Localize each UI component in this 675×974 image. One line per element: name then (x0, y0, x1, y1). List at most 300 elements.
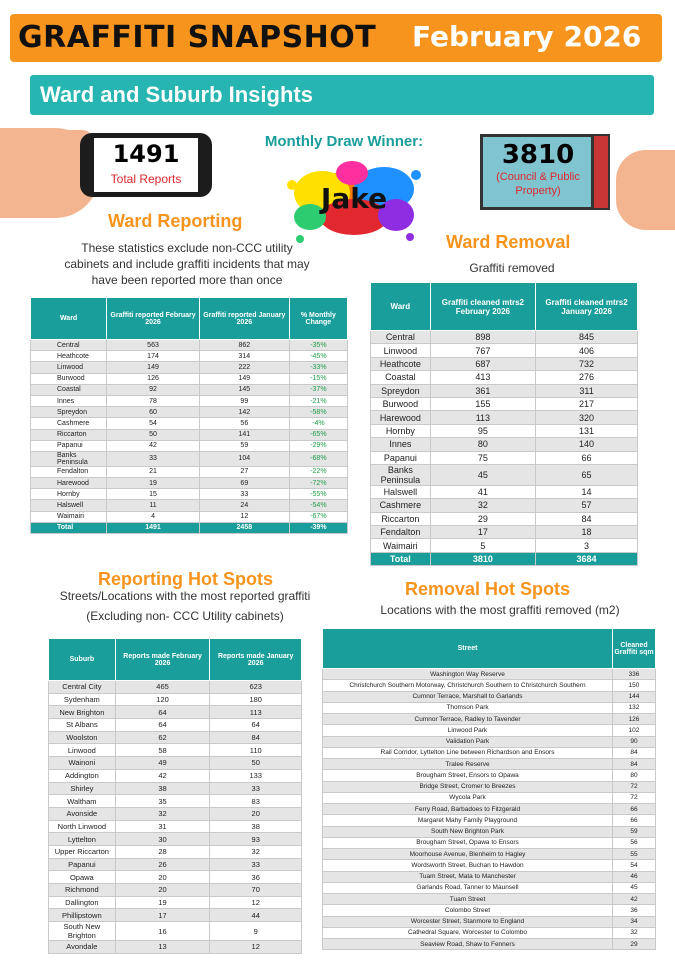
table-cell: 898 (430, 331, 535, 344)
table-cell: -4% (289, 418, 347, 429)
table-row (323, 905, 656, 916)
table-cell: -33% (289, 362, 347, 373)
table-cell: 38 (115, 782, 210, 795)
table-cell: 563 (107, 340, 200, 351)
table-cell: Cumnor Terrace, Marshall to Garlands (323, 691, 613, 702)
table-cell: -58% (289, 407, 347, 418)
table-cell: 102 (613, 725, 656, 736)
table-row (31, 395, 348, 406)
removal-hotspots-table (322, 628, 656, 950)
table-cell: 17 (430, 526, 535, 539)
table-cell: 104 (199, 451, 289, 466)
table-row (371, 397, 638, 410)
table-cell: Heathcote (371, 357, 431, 370)
table-cell: 222 (199, 362, 289, 373)
table-cell: 70 (210, 884, 302, 897)
table-cell: Cathedral Square, Worcester to Colombo (323, 927, 613, 938)
table-cell: 133 (210, 769, 302, 782)
table-row (49, 731, 302, 744)
table-cell: 149 (199, 373, 289, 384)
table-row (323, 736, 656, 747)
table-row (49, 833, 302, 846)
table-cell: 64 (115, 706, 210, 719)
table-cell: 30 (115, 833, 210, 846)
table-row (323, 747, 656, 758)
table-row (323, 860, 656, 871)
table-cell: 131 (536, 424, 638, 437)
table-cell: 320 (536, 411, 638, 424)
table-cell: 32 (115, 807, 210, 820)
table-row (49, 769, 302, 782)
table-row (323, 837, 656, 848)
table-cell: 623 (210, 681, 302, 694)
table-row (323, 781, 656, 792)
table-cell: Cashmere (31, 418, 107, 429)
table-total-row (371, 552, 638, 565)
table-cell: 64 (210, 719, 302, 732)
table-cell: 3 (536, 539, 638, 552)
table-cell: 142 (199, 407, 289, 418)
table-cell: Tralee Reserve (323, 759, 613, 770)
page-date: February 2026 (412, 20, 642, 53)
table-cell: 9 (210, 922, 302, 941)
table-cell: Halswell (31, 500, 107, 511)
table-cell: 126 (613, 714, 656, 725)
reporting-hotspots-note1: Streets/Locations with the most reported graffiti (59, 589, 311, 603)
table-row (31, 478, 348, 489)
table-cell: Woolston (49, 731, 116, 744)
table-cell: Dallington (49, 896, 116, 909)
page-title: GRAFFITI SNAPSHOT (18, 20, 377, 55)
table-row (371, 512, 638, 525)
table-cell: 29 (613, 939, 656, 950)
table-cell: 49 (115, 757, 210, 770)
table-cell: 42 (115, 769, 210, 782)
table-cell: 31 (115, 820, 210, 833)
table-cell: 93 (210, 833, 302, 846)
table-row (323, 691, 656, 702)
table-cell: Opawa (49, 871, 116, 884)
table-row (323, 725, 656, 736)
section-banner-title: Ward and Suburb Insights (40, 82, 313, 107)
table-cell: 732 (536, 357, 638, 370)
table-row (323, 669, 656, 680)
table-cell: 15 (107, 489, 200, 500)
table-cell: 99 (199, 395, 289, 406)
table-cell: 45 (430, 464, 535, 485)
column-header: Cleaned Graffiti sqm (613, 629, 656, 669)
table-cell: 34 (613, 916, 656, 927)
table-cell: Papanui (49, 858, 116, 871)
table-cell: Linwood (371, 344, 431, 357)
table-cell: 12 (210, 896, 302, 909)
table-cell: Banks Peninsula (371, 464, 431, 485)
reporting-hotspots-table (48, 638, 302, 954)
table-cell: Cashmere (371, 499, 431, 512)
table-cell: Halswell (371, 485, 431, 498)
table-cell: Margaret Mahy Family Playground (323, 815, 613, 826)
table-cell: Papanui (371, 451, 431, 464)
table-row (371, 331, 638, 344)
table-cell: South New Brighton Park (323, 826, 613, 837)
table-row (31, 407, 348, 418)
removal-hotspots-title: Removal Hot Spots (405, 579, 571, 599)
draw-winner-name: Jake (320, 182, 388, 215)
table-row (371, 526, 638, 539)
table-cell: Brougham Street, Ensors to Opawa (323, 770, 613, 781)
table-cell: Addington (49, 769, 116, 782)
table-row (49, 719, 302, 732)
table-cell: Worcester Street, Stanmore to England (323, 916, 613, 927)
table-cell: -67% (289, 511, 347, 522)
paint-roller-cap (592, 134, 610, 210)
table-cell: -39% (289, 522, 347, 533)
table-row (31, 500, 348, 511)
table-row (31, 418, 348, 429)
table-cell: 1491 (107, 522, 200, 533)
table-row (371, 371, 638, 384)
table-cell: Wainoni (49, 757, 116, 770)
table-row (49, 681, 302, 694)
table-cell: -15% (289, 373, 347, 384)
table-cell: -65% (289, 429, 347, 440)
table-cell: -55% (289, 489, 347, 500)
table-cell: 60 (107, 407, 200, 418)
table-cell: 132 (613, 702, 656, 713)
table-row (323, 792, 656, 803)
table-row (323, 702, 656, 713)
table-cell: 361 (430, 384, 535, 397)
table-cell: -68% (289, 451, 347, 466)
table-cell: 12 (199, 511, 289, 522)
table-row (323, 871, 656, 882)
table-cell: 72 (613, 781, 656, 792)
table-row (49, 909, 302, 922)
table-row (371, 438, 638, 451)
table-row (323, 770, 656, 781)
table-cell: Coastal (31, 384, 107, 395)
table-cell: 84 (536, 512, 638, 525)
table-cell: 78 (107, 395, 200, 406)
total-reports-value: 1491 (112, 140, 180, 168)
table-cell: 314 (199, 351, 289, 362)
table-row (49, 845, 302, 858)
table-cell: Wycola Park (323, 792, 613, 803)
table-cell: 84 (613, 747, 656, 758)
table-cell: 66 (613, 804, 656, 815)
table-cell: 21 (107, 466, 200, 477)
table-cell: Linwood (49, 744, 116, 757)
table-row (371, 451, 638, 464)
ward-reporting-note: These statistics exclude non-CCC utility cabinets and include graffiti incidents that may have been reported more than once (64, 241, 310, 287)
column-header: Ward (31, 298, 107, 340)
table-cell: 687 (430, 357, 535, 370)
table-row (31, 489, 348, 500)
table-cell: 110 (210, 744, 302, 757)
table-cell: 80 (430, 438, 535, 451)
table-cell: 69 (199, 478, 289, 489)
ward-removal-table (370, 282, 638, 566)
table-cell: Harewood (371, 411, 431, 424)
table-row (49, 782, 302, 795)
table-cell: 33 (210, 858, 302, 871)
table-cell: Avondale (49, 941, 116, 954)
ward-reporting-table (30, 297, 348, 534)
table-cell: Heathcote (31, 351, 107, 362)
table-cell: 33 (199, 489, 289, 500)
table-cell: North Linwood (49, 820, 116, 833)
table-cell: Shirley (49, 782, 116, 795)
table-row (371, 411, 638, 424)
table-cell: 845 (536, 331, 638, 344)
table-cell: Lyttelton (49, 833, 116, 846)
table-cell: Thomson Park (323, 702, 613, 713)
table-cell: 54 (613, 860, 656, 871)
table-cell: 155 (430, 397, 535, 410)
table-cell: -21% (289, 395, 347, 406)
table-cell: 59 (613, 826, 656, 837)
table-cell: Total (371, 552, 431, 565)
removed-caption: (Council & Public Property) (496, 171, 580, 197)
table-cell: Total (31, 522, 107, 533)
table-cell: -22% (289, 466, 347, 477)
table-cell: 27 (199, 466, 289, 477)
table-cell: Validation Park (323, 736, 613, 747)
table-cell: Spreydon (31, 407, 107, 418)
table-row (323, 759, 656, 770)
table-cell: 113 (430, 411, 535, 424)
table-cell: -72% (289, 478, 347, 489)
table-row (49, 795, 302, 808)
table-cell: 26 (115, 858, 210, 871)
column-header: Graffiti cleaned mtrs2 February 2026 (430, 283, 535, 331)
table-cell: 95 (430, 424, 535, 437)
table-cell: Wordsworth Street, Buchan to Hawdon (323, 860, 613, 871)
table-cell: Seaview Road, Shaw to Fenners (323, 939, 613, 950)
table-cell: 13 (115, 941, 210, 954)
table-cell: Linwood Park (323, 725, 613, 736)
table-cell: 28 (115, 845, 210, 858)
table-row (323, 927, 656, 938)
table-row (49, 871, 302, 884)
table-row (31, 511, 348, 522)
table-cell: 141 (199, 429, 289, 440)
table-cell: Waimairi (371, 539, 431, 552)
table-cell: Brougham Street, Opawa to Ensors (323, 837, 613, 848)
table-row (31, 429, 348, 440)
table-cell: Riccarton (31, 429, 107, 440)
table-cell: 336 (613, 669, 656, 680)
table-row (49, 820, 302, 833)
table-cell: 57 (536, 499, 638, 512)
table-cell: South New Brighton (49, 922, 116, 941)
table-row (49, 693, 302, 706)
table-cell: Rail Corridor, Lyttelton Line between Richardson and Ensors (323, 747, 613, 758)
table-cell: 126 (107, 373, 200, 384)
table-cell: Bridge Street, Cromer to Breezes (323, 781, 613, 792)
table-cell: 5 (430, 539, 535, 552)
table-cell: 83 (210, 795, 302, 808)
table-cell: -35% (289, 340, 347, 351)
table-cell: New Brighton (49, 706, 116, 719)
table-cell: 41 (430, 485, 535, 498)
table-row (31, 466, 348, 477)
table-cell: Sydenham (49, 693, 116, 706)
table-cell: -37% (289, 384, 347, 395)
column-header: Graffiti cleaned mtrs2 January 2026 (536, 283, 638, 331)
table-cell: 84 (210, 731, 302, 744)
table-cell: 56 (199, 418, 289, 429)
table-cell: Colombo Street (323, 905, 613, 916)
table-cell: 44 (210, 909, 302, 922)
table-row (323, 849, 656, 860)
table-row (371, 485, 638, 498)
table-cell: 38 (210, 820, 302, 833)
table-total-row (31, 522, 348, 533)
table-cell: 90 (613, 736, 656, 747)
table-cell: Tuam Street, Mata to Manchester (323, 871, 613, 882)
ward-removal-title: Ward Removal (446, 232, 571, 252)
table-row (31, 351, 348, 362)
table-cell: Coastal (371, 371, 431, 384)
table-cell: 66 (613, 815, 656, 826)
table-cell: 75 (430, 451, 535, 464)
table-row (49, 922, 302, 941)
table-cell: Linwood (31, 362, 107, 373)
table-cell: Central (371, 331, 431, 344)
table-row (323, 826, 656, 837)
table-cell: 62 (115, 731, 210, 744)
table-cell: Waltham (49, 795, 116, 808)
table-row (323, 916, 656, 927)
table-cell: Harewood (31, 478, 107, 489)
table-cell: Fendalton (31, 466, 107, 477)
table-cell: 36 (613, 905, 656, 916)
table-cell: 862 (199, 340, 289, 351)
table-cell: Waimairi (31, 511, 107, 522)
table-cell: 16 (115, 922, 210, 941)
table-row (31, 451, 348, 466)
table-cell: 767 (430, 344, 535, 357)
table-cell: 50 (210, 757, 302, 770)
table-cell: 92 (107, 384, 200, 395)
table-cell: 113 (210, 706, 302, 719)
table-row (49, 858, 302, 871)
table-row (31, 384, 348, 395)
table-cell: Garlands Road, Tanner to Maunsell (323, 882, 613, 893)
table-cell: 64 (115, 719, 210, 732)
table-cell: 65 (536, 464, 638, 485)
table-cell: 84 (613, 759, 656, 770)
table-cell: Ferry Road, Barbadoes to Fitzgerald (323, 804, 613, 815)
table-cell: Central City (49, 681, 116, 694)
draw-label: Monthly Draw Winner: (264, 133, 424, 150)
table-cell: 32 (210, 845, 302, 858)
table-cell: -54% (289, 500, 347, 511)
table-row (49, 807, 302, 820)
column-header: Suburb (49, 639, 116, 681)
table-cell: 120 (115, 693, 210, 706)
column-header: Ward (371, 283, 431, 331)
table-cell: 72 (613, 792, 656, 803)
table-cell: 59 (199, 440, 289, 451)
table-cell: St Albans (49, 719, 116, 732)
table-row (371, 344, 638, 357)
table-cell: 33 (210, 782, 302, 795)
table-row (31, 362, 348, 373)
table-cell: 11 (107, 500, 200, 511)
table-cell: 33 (107, 451, 200, 466)
table-cell: 50 (107, 429, 200, 440)
table-cell: 12 (210, 941, 302, 954)
table-row (371, 464, 638, 485)
table-cell: Christchurch Southern Motorway, Christchurch Southern to Christchurch Southern (323, 680, 613, 691)
table-row (371, 384, 638, 397)
table-cell: 42 (107, 440, 200, 451)
table-cell: 42 (613, 894, 656, 905)
table-cell: 3810 (430, 552, 535, 565)
table-cell: Moorhouse Avenue, Blenheim to Hagley (323, 849, 613, 860)
table-cell: 145 (199, 384, 289, 395)
table-row (371, 424, 638, 437)
table-cell: 140 (536, 438, 638, 451)
table-row (49, 941, 302, 954)
table-cell: 35 (115, 795, 210, 808)
table-cell: 4 (107, 511, 200, 522)
table-cell: 36 (210, 871, 302, 884)
table-row (323, 804, 656, 815)
table-cell: 17 (115, 909, 210, 922)
table-cell: Papanui (31, 440, 107, 451)
table-row (371, 357, 638, 370)
table-cell: Hornby (31, 489, 107, 500)
table-cell: 80 (613, 770, 656, 781)
table-cell: 54 (107, 418, 200, 429)
removal-hotspots-note: Locations with the most graffiti removed (m2) (380, 603, 620, 617)
table-cell: 58 (115, 744, 210, 757)
table-cell: 46 (613, 871, 656, 882)
table-cell: Richmond (49, 884, 116, 897)
table-row (323, 680, 656, 691)
table-cell: 55 (613, 849, 656, 860)
table-cell: 174 (107, 351, 200, 362)
table-cell: Phillipstown (49, 909, 116, 922)
table-cell: 14 (536, 485, 638, 498)
table-cell: 32 (430, 499, 535, 512)
table-cell: 32 (613, 927, 656, 938)
table-cell: Washington Way Reserve (323, 669, 613, 680)
table-cell: 465 (115, 681, 210, 694)
ward-removal-note: Graffiti removed (469, 261, 555, 275)
table-cell: 276 (536, 371, 638, 384)
table-cell: 3684 (536, 552, 638, 565)
table-row (49, 706, 302, 719)
table-cell: 20 (115, 871, 210, 884)
table-cell: Central (31, 340, 107, 351)
table-cell: Banks Peninsula (31, 451, 107, 466)
table-row (323, 882, 656, 893)
removed-value: 3810 (501, 140, 575, 170)
table-row (31, 340, 348, 351)
table-row (49, 884, 302, 897)
table-cell: 24 (199, 500, 289, 511)
table-cell: 2458 (199, 522, 289, 533)
table-row (323, 894, 656, 905)
table-cell: -45% (289, 351, 347, 362)
table-row (31, 373, 348, 384)
table-cell: Tuam Street (323, 894, 613, 905)
table-cell: Hornby (371, 424, 431, 437)
